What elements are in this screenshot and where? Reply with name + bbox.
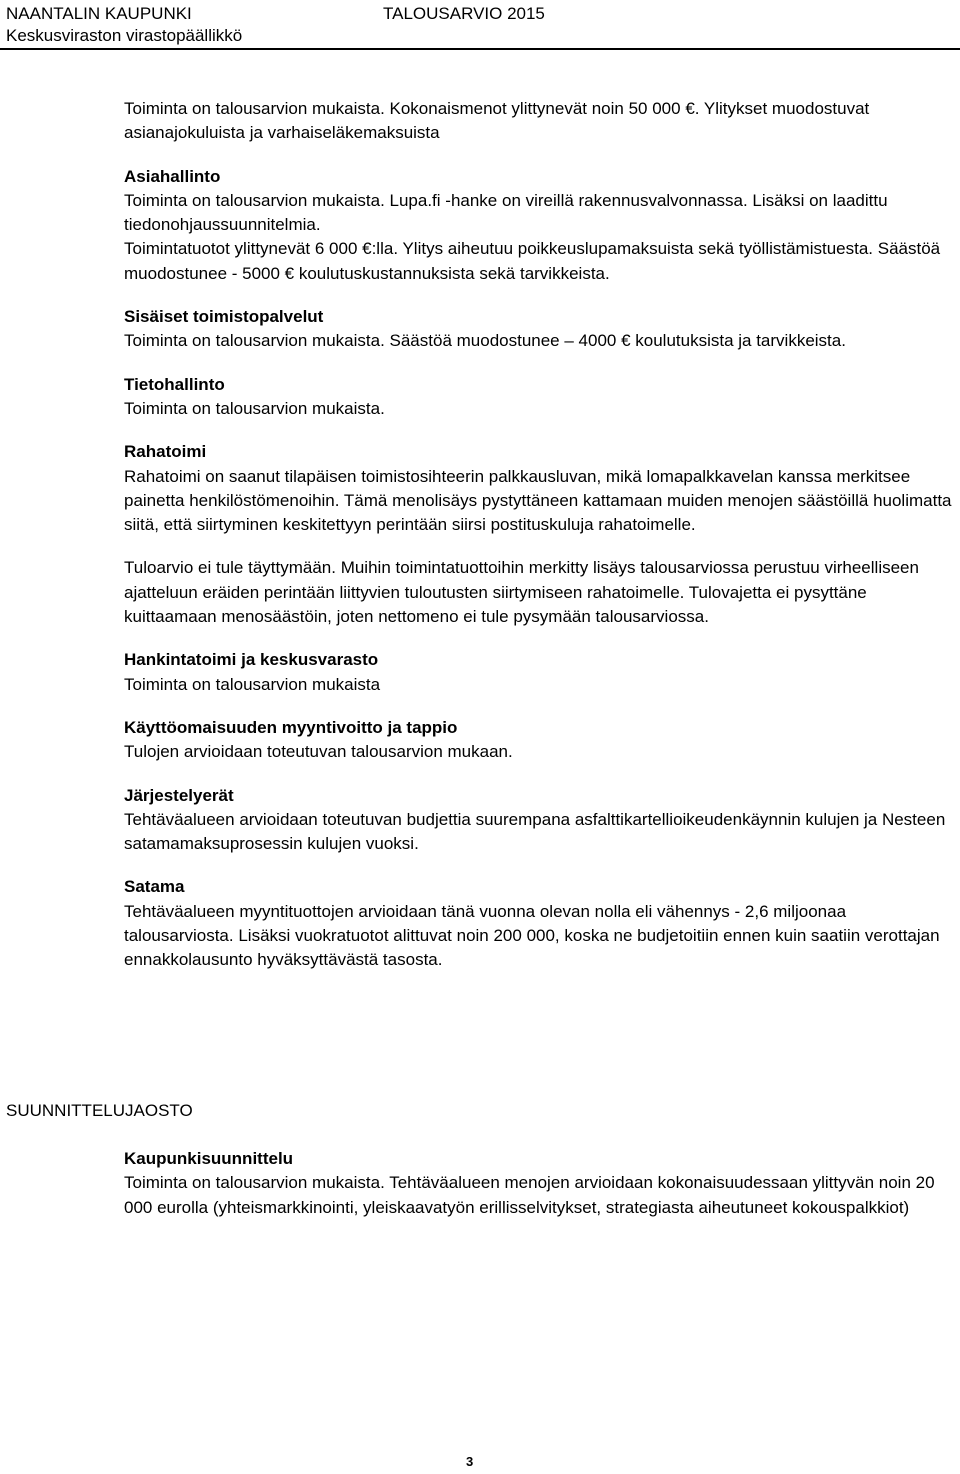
page-number: 3 xyxy=(466,1454,474,1469)
rahatoimi-text-1: Rahatoimi on saanut tilapäisen toimistosihteerin palkkausluvan, mikä lomapalkkavelan kanssa merkitsee painetta henkilöstömenoihin. Tämä menolisäys pystyttäneen kattamaan muiden menojen säästöillä huolimatta siitä, että siirtyminen keskitettyyn perintään siirsi postituskuluja rahatoimelle. xyxy=(124,466,952,535)
asiahallinto-line-2: Toimintatuotot ylittynevät 6 000 €:lla. Ylitys aiheutuu poikkeuslupamaksuista sekä työllistämistuesta. Säästöä muodostunee - 5000 € koulutuskustannuksista sekä tarvikkeista. xyxy=(124,239,941,283)
tietohallinto-text: Toiminta on talousarvion mukaista. xyxy=(124,398,385,418)
section-title-jarjestelyerat: Järjestelyerät xyxy=(124,785,234,805)
rahatoimi-text-2: Tuloarvio ei tule täyttymään. Muihin toimintatuottoihin merkitty lisäys talousarviossa perustuu virheelliseen ajatteluun eräiden perintään liittyvien tuloutusten siirtymiseen rahatoimelle. Tulovajetta ei pysyttäne kuittaamaan menosäästöin, joten nettomeno ei tule pysymään talousarviossa. xyxy=(124,558,919,627)
hankinta-text: Toiminta on talousarvion mukaista xyxy=(124,674,381,694)
side-heading-suunnittelujaosto: SUUNNITTELUJAOSTO xyxy=(6,1101,193,1120)
section-sisaiset xyxy=(124,305,958,354)
section-asiahallinto xyxy=(124,165,958,286)
section-satama xyxy=(124,875,958,972)
header-document-title: TALOUSARVIO 2015 xyxy=(383,4,545,23)
section-title-sisaiset: Sisäiset toimistopalvelut xyxy=(124,307,324,327)
section-title-hankinta: Hankintatoimi ja keskusvarasto xyxy=(124,650,379,670)
document-body xyxy=(124,97,958,992)
header-organization: NAANTALIN KAUPUNKI xyxy=(6,4,192,23)
kayttoomaisuus-text: Tulojen arvioidaan toteutuvan talousarvion mukaan. xyxy=(124,742,513,762)
section-title-kayttoomaisuus: Käyttöomaisuuden myyntivoitto ja tappio xyxy=(124,717,458,737)
section-hankinta xyxy=(124,648,958,697)
section-title-tietohallinto: Tietohallinto xyxy=(124,374,225,394)
asiahallinto-line-1: Toiminta on talousarvion mukaista. Lupa.fi -hanke on vireillä rakennusvalvonnassa. Lisäksi on laadittu tiedonohjaussuunnitelmia. xyxy=(124,190,888,235)
section-jarjestelyerat xyxy=(124,784,958,857)
section-title-kaupunkisuunnittelu: Kaupunkisuunnittelu xyxy=(124,1149,294,1168)
kaupunkisuunnittelu-text: Toiminta on talousarvion mukaista. Tehtäväalueen menojen arvioidaan kokonaisuudessaan ylittyvän noin 20 000 eurolla (yhteismarkkinointi, yleiskaavatyön erillisselvitykset, strategiasta aiheutuneet kokouspalkkiot) xyxy=(124,1173,935,1217)
intro-text: Toiminta on talousarvion mukaista. Kokonaismenot ylittynevät noin 50 000 €. Ylitykset muodostuvat asianajokuluista ja varhaiseläkemaksuista xyxy=(124,99,870,143)
header-department: Keskusviraston virastopäällikkö xyxy=(6,26,243,45)
section-rahatoimi-tuloarvio xyxy=(124,556,958,629)
section-title-asiahallinto: Asiahallinto xyxy=(124,166,221,186)
section-title-satama: Satama xyxy=(124,877,185,897)
section-tietohallinto xyxy=(124,373,958,422)
satama-text: Tehtäväalueen myyntituottojen arvioidaan tänä vuonna olevan nolla eli vähennys - 2,6 miljoonaa talousarviosta. Lisäksi vuokratuotot alittuvat noin 200 000, koska ne budjetoitiin ennen kuin saatiin verottajan ennakkolausunto hyväksyttävästä tasosta. xyxy=(124,901,940,970)
sisaiset-text: Toiminta on talousarvion mukaista. Säästöä muodostunee – 4000 € koulutuksista ja tarvikkeista. xyxy=(124,331,846,351)
section-title-rahatoimi: Rahatoimi xyxy=(124,442,207,462)
intro-block xyxy=(124,97,958,146)
header-divider xyxy=(0,48,960,50)
section-kaupunkisuunnittelu xyxy=(124,1147,958,1220)
section-rahatoimi xyxy=(124,440,958,537)
jarjestelyerat-text: Tehtäväalueen arvioidaan toteutuvan budjettia suurempana asfalttikartellioikeudenkäynnin kulujen ja Nesteen satamamaksuprosessin kulujen vuoksi. xyxy=(124,809,946,854)
header-left xyxy=(6,3,242,47)
section-kayttoomaisuus xyxy=(124,716,958,765)
page-header xyxy=(0,0,960,50)
